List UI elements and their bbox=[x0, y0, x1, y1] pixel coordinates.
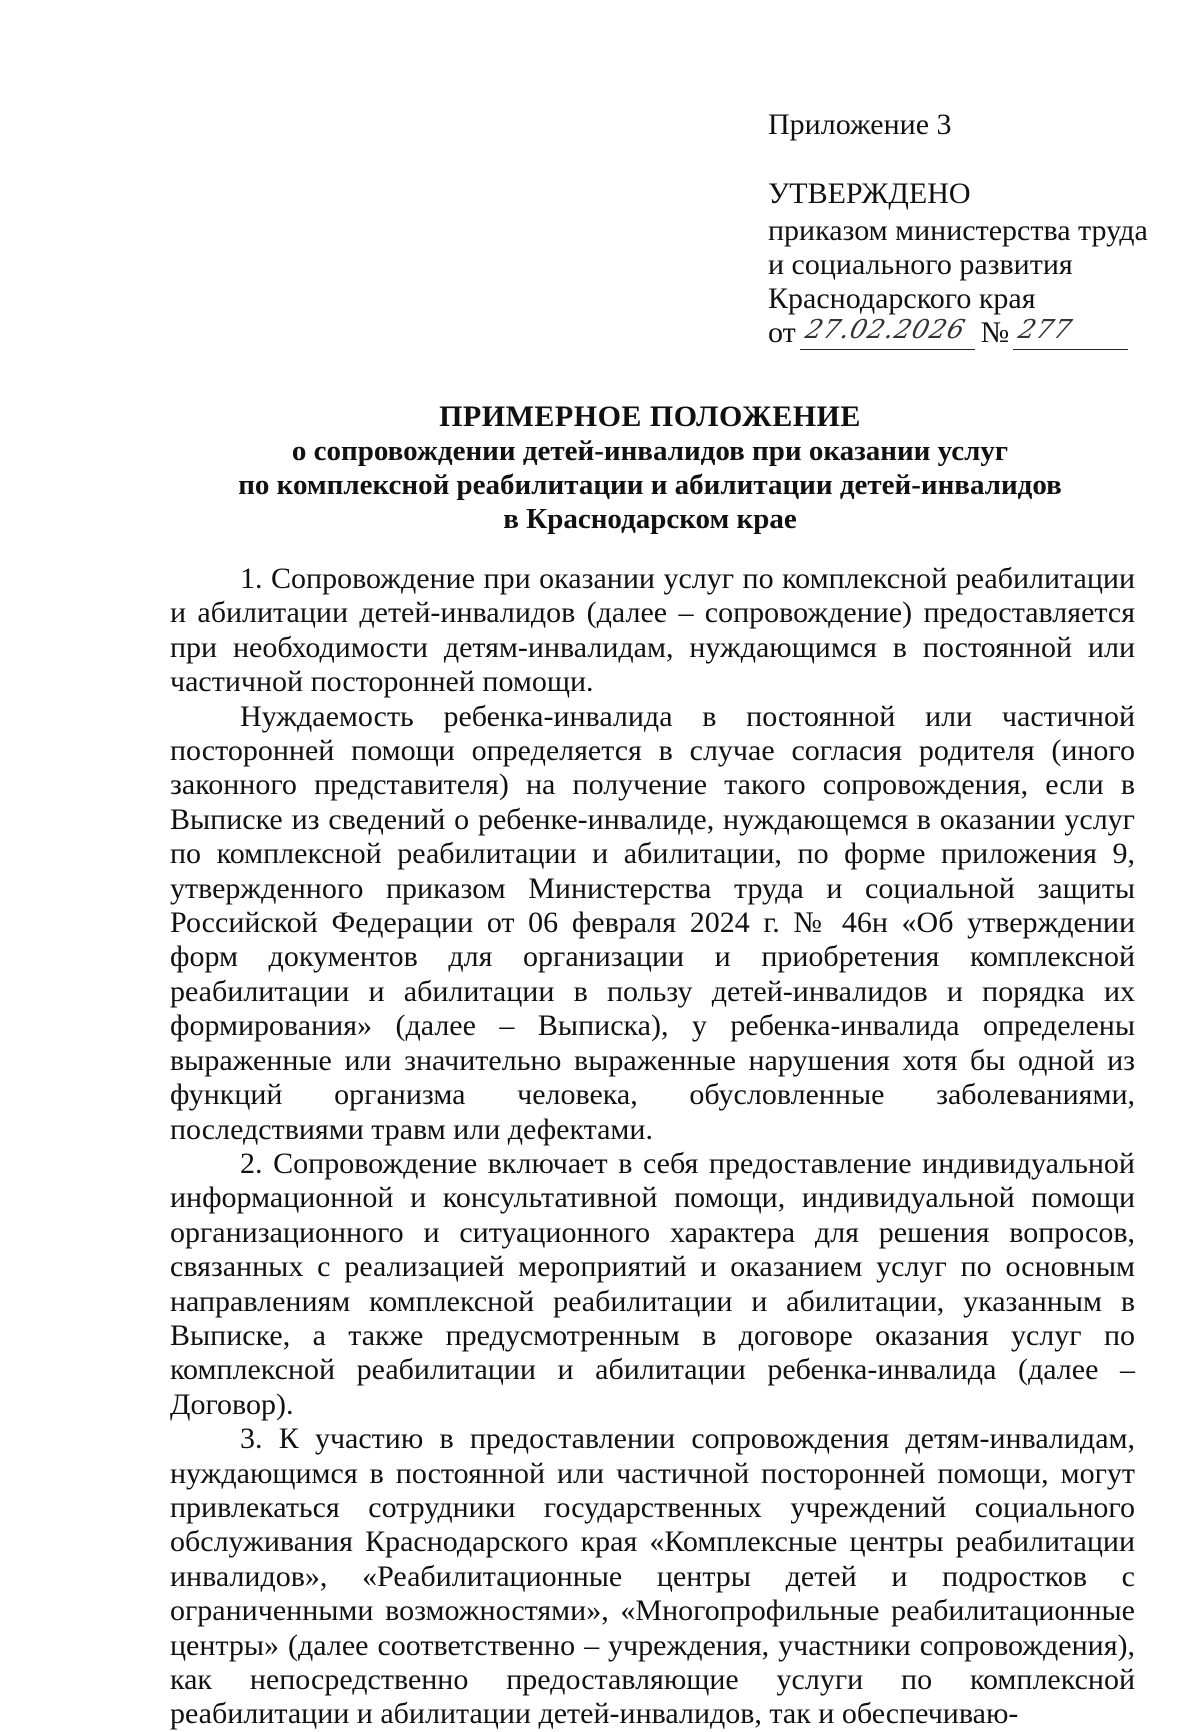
title-line-2: по комплексной реабилитации и абилитации детей-инвалидов bbox=[238, 469, 1062, 501]
approval-line-1: приказом министерства труда bbox=[768, 214, 1148, 247]
paragraph-3: 2. Сопровождение включает в себя предоставление индивидуальной информационной и консультативной помощи, индивидуальной помощи организационного и ситуационного характера для решения вопросов, связанных с реализацией мероприятий и оказанием услуг по основным направлениям комплексной реабилитации и абилитации, указанным в Выписке, а также предусмотренным в договоре оказания услуг по комплексной реабилитации и абилитации ребенка-инвалида (далее – Договор). bbox=[170, 1146, 1135, 1421]
paragraph-4: 3. К участию в предоставлении сопровождения детям-инвалидам, нуждающимся в постоянной или частичной посторонней помощи, могут привлекаться сотрудники государственных учреждений социального обслуживания Краснодарского края «Комплексные центры реабилитации инвалидов», «Реабилитационные центры детей и подростков с ограниченными возможностями», «Многопрофильные реабилитационные центры» (далее соответственно – учреждения, участники сопровождения), как непосредственно предоставляющие услуги по комплексной реабилитации и абилитации детей-инвалидов, так и обеспечиваю- bbox=[170, 1422, 1135, 1731]
date-field bbox=[800, 315, 975, 350]
title-main: ПРИМЕРНОЕ ПОЛОЖЕНИЕ bbox=[439, 400, 861, 433]
appendix-label: Приложение 3 bbox=[768, 108, 952, 141]
paragraph-1: 1. Сопровождение при оказании услуг по комплексной реабилитации и абилитации детей-инвалидов (далее – сопровождение) предоставляется при необходимости детям-инвалидам, нуждающимся в постоянной или частичной посторонней помощи. bbox=[170, 562, 1135, 699]
handwritten-number: 277 bbox=[1015, 315, 1076, 345]
document-title bbox=[170, 400, 1130, 536]
approval-block bbox=[768, 108, 1148, 350]
paragraph-2: Нуждаемость ребенка-инвалида в постоянной или частичной посторонней помощи определяется в случае согласия родителя (иного законного представителя) на получение такого сопровождения, если в Выписке из сведений о ребенке-инвалиде, нуждающемся в оказании услуг по комплексной реабилитации и абилитации, по форме приложения 9, утвержденного приказом Министерства труда и социальной защиты Российской Федерации от 06 февраля 2024 г. № 46н «Об утверждении форм документов для организации и приобретения комплексной реабилитации и абилитации в пользу детей-инвалидов и порядка их формирования» (далее – Выписка), у ребенка-инвалида определены выраженные или значительно выраженные нарушения хотя бы одной из функций организма человека, обусловленные заболеваниями, последствиями травм или дефектами. bbox=[170, 699, 1135, 1146]
title-line-3: в Краснодарском крае bbox=[503, 503, 797, 535]
approval-line-2: и социального развития bbox=[768, 248, 1073, 281]
order-date-number-row bbox=[768, 316, 1128, 350]
approval-line-3: Краснодарского края bbox=[768, 282, 1036, 315]
approved-label: УТВЕРЖДЕНО bbox=[768, 177, 971, 210]
handwritten-date: 27.02.2026 bbox=[801, 315, 969, 345]
title-line-1: о сопровождении детей-инвалидов при оказании услуг bbox=[291, 435, 1009, 467]
number-field bbox=[1013, 315, 1128, 350]
document-body bbox=[170, 562, 1135, 1732]
date-prefix: от bbox=[768, 316, 796, 349]
number-prefix: № bbox=[980, 316, 1010, 349]
